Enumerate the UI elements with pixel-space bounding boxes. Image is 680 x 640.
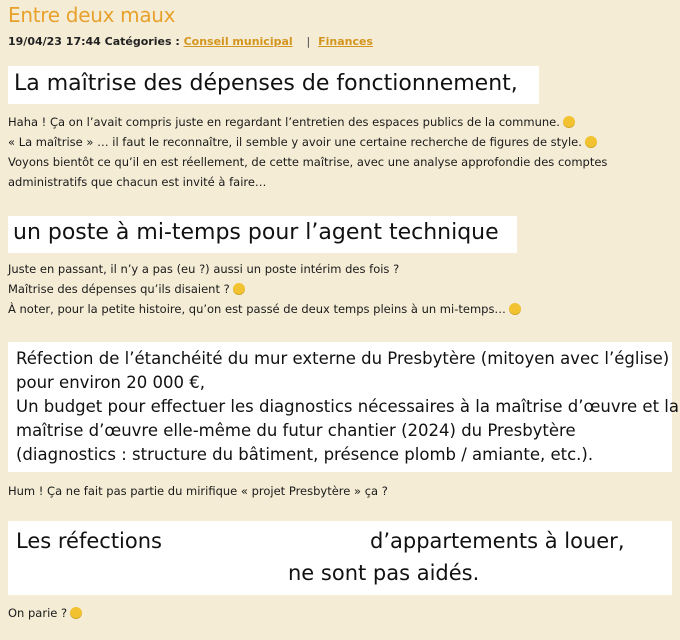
quote-image-4 (8, 521, 672, 595)
quote-image-3 (8, 342, 679, 472)
paragraph-1-line-3: Voyons bientôt ce qu’il en est réellement, de cette maîtrise, avec une analyse approfondie des comptes (8, 155, 608, 169)
quote-image-4-line-3: ne sont pas aidés. (288, 561, 480, 585)
quote-image-2 (8, 216, 517, 253)
quote-image-4-line-2: d’appartements à louer, (370, 529, 625, 553)
category-link-finances[interactable]: Finances (318, 35, 373, 48)
thinking-face-icon (233, 283, 245, 295)
quote-image-3-line-4: maîtrise d’œuvre elle-même du futur chantier (2024) du Presbytère (16, 421, 576, 440)
quote-image-3-line-5: (diagnostics : structure du bâtiment, présence plomb / amiante, etc.). (16, 445, 594, 464)
paragraph-1-line-2: « La maîtrise » … il faut le reconnaître, il semble y avoir une certaine recherche de figures de style. (8, 135, 582, 149)
category-link-conseil-municipal[interactable]: Conseil municipal (183, 35, 293, 48)
quote-image-1-text: La maîtrise des dépenses de fonctionnement, (14, 71, 518, 96)
quote-image-2-text: un poste à mi-temps pour l’agent technique (13, 220, 499, 245)
paragraph-4-line-1: On parie ? (8, 606, 68, 620)
flushed-face-icon (509, 303, 521, 315)
post-datetime: 19/04/23 17:44 (8, 35, 101, 48)
post-meta (8, 35, 373, 48)
quote-image-3-line-2: pour environ 20 000 €, (16, 373, 205, 392)
grinning-sweat-icon (585, 136, 597, 148)
upside-down-face-icon (563, 116, 575, 128)
post-title: Entre deux maux (8, 3, 176, 27)
paragraph-2-line-1: Juste en passant, il n’y a pas (eu ?) aussi un poste intérim des fois ? (8, 262, 400, 276)
paragraph-2-line-2: Maîtrise des dépenses qu’ils disaient ? (8, 282, 230, 296)
paragraph-1-line-1: Haha ! Ça on l’avait compris juste en regardant l’entretien des espaces publics de la commune. (8, 115, 560, 129)
paragraph-1 (8, 112, 673, 192)
quote-image-3-line-1: Réfection de l’étanchéité du mur externe du Presbytère (mitoyen avec l’église) (16, 349, 670, 368)
quote-image-3-line-3: Un budget pour effectuer les diagnostics nécessaires à la maîtrise d’œuvre et la (16, 397, 679, 416)
paragraph-1-line-4: administratifs que chacun est invité à faire… (8, 175, 267, 189)
quote-image-4-line-1: Les réfections (16, 529, 162, 553)
zany-face-icon (70, 607, 82, 619)
paragraph-2-line-3: À noter, pour la petite histoire, qu’on est passé de deux temps pleins à un mi-temps… (8, 302, 506, 316)
paragraph-2 (8, 259, 673, 319)
quote-image-1 (8, 66, 539, 104)
quote-image-3-text (16, 347, 679, 467)
paragraph-4 (8, 603, 673, 623)
paragraph-3 (8, 481, 673, 501)
paragraph-3-line-1: Hum ! Ça ne fait pas partie du mirifique « projet Presbytère » ça ? (8, 484, 388, 498)
category-separator: | (306, 35, 311, 48)
categories-label: Catégories : (104, 35, 180, 48)
